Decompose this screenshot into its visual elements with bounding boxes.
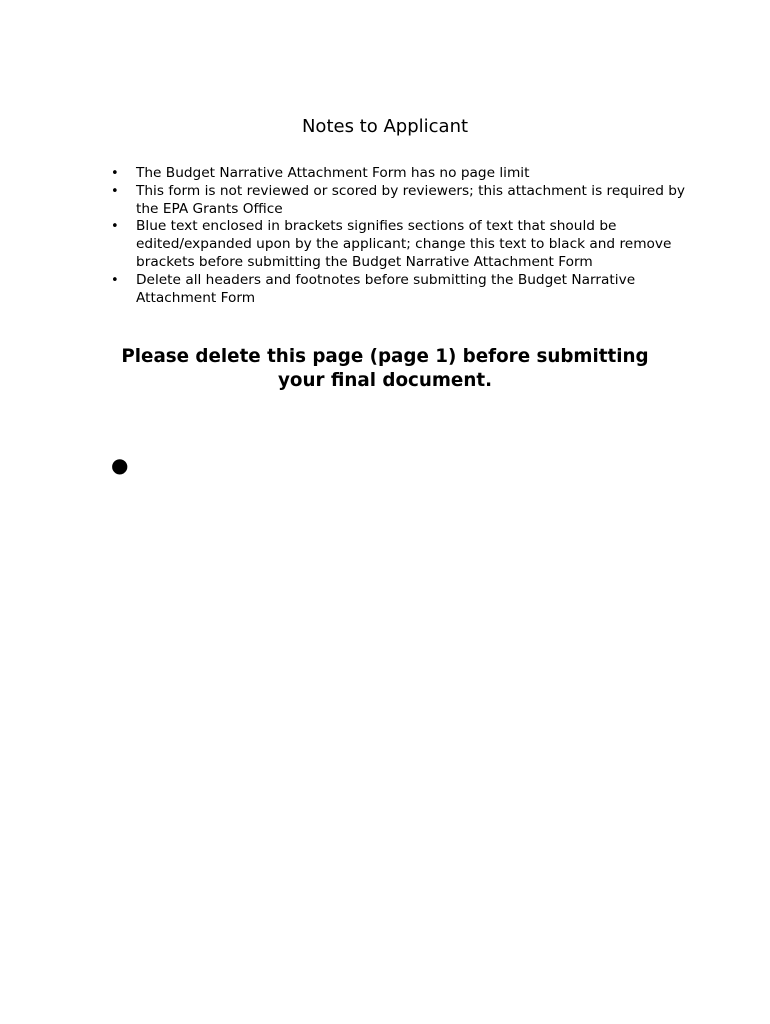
bullet-icon: • <box>111 166 119 181</box>
bullet-icon: • <box>111 219 119 235</box>
empty-bullet-icon: ● <box>111 453 129 477</box>
note-text: This form is not reviewed or scored by reviewers; this attachment is required by the EPA Grants Office <box>136 182 686 217</box>
page-title: Notes to Applicant <box>301 116 469 137</box>
delete-page-warning: Please delete this page (page 1) before submitting your final document. <box>121 346 649 391</box>
note-text: Blue text enclosed in brackets signifies sections of text that should be edited/expanded upon by the applicant; change this text to black and remove brackets before submitting the Budget Narrative Attachment Form <box>136 218 672 270</box>
list-item <box>108 165 698 183</box>
list-item <box>108 218 698 271</box>
list-item <box>108 272 698 308</box>
note-text: Delete all headers and footnotes before submitting the Budget Narrative Attachment Form <box>136 271 636 306</box>
list-item <box>108 183 698 219</box>
note-text: The Budget Narrative Attachment Form has no page limit <box>136 165 530 181</box>
notes-list <box>108 165 698 307</box>
bullet-icon: • <box>111 272 119 288</box>
bullet-icon: • <box>111 183 119 199</box>
